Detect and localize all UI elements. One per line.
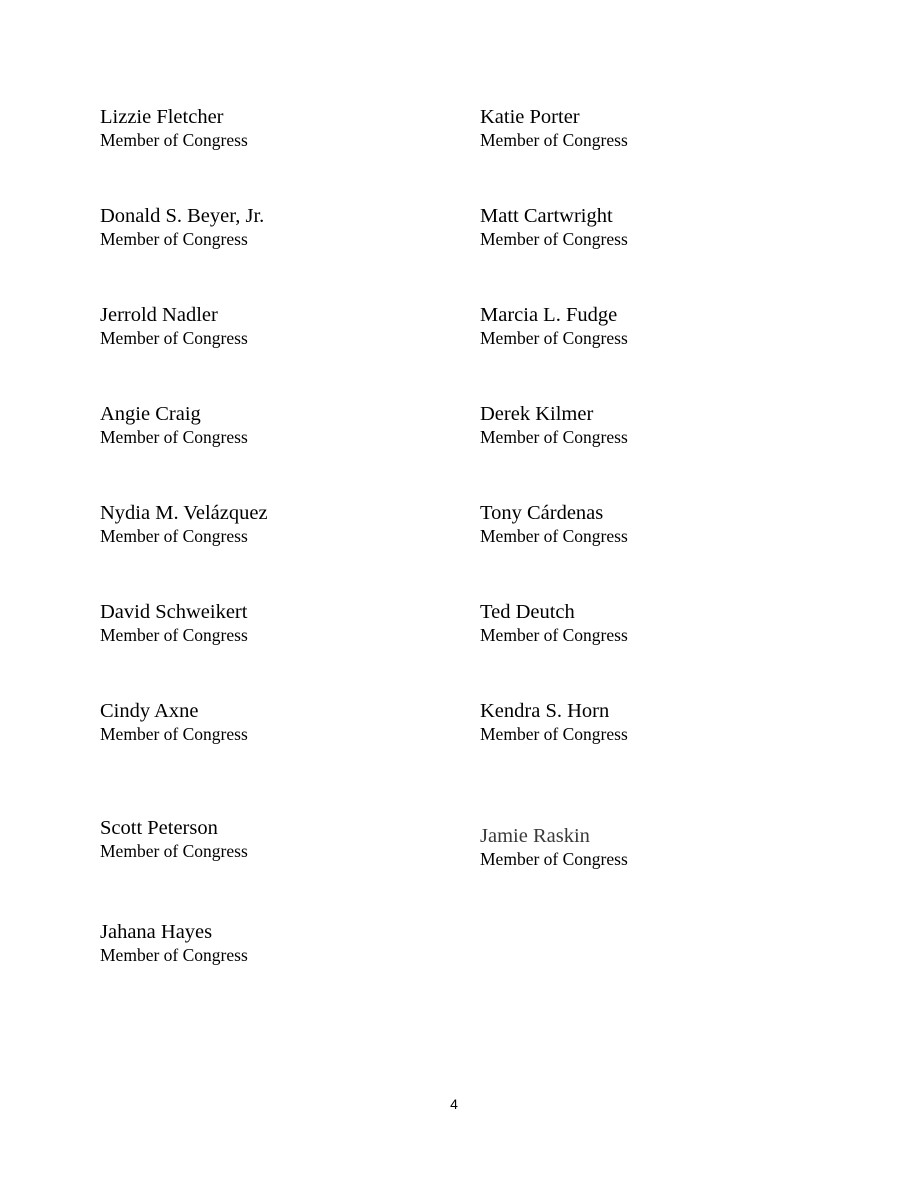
signer-name: David Schweikert bbox=[100, 601, 248, 623]
signer-name: Donald S. Beyer, Jr. bbox=[100, 205, 265, 227]
signer-name: Lizzie Fletcher bbox=[100, 106, 224, 128]
signature-nydia-velazquez bbox=[100, 501, 268, 547]
signer-title: Member of Congress bbox=[480, 427, 628, 447]
signer-title: Member of Congress bbox=[100, 625, 248, 645]
signer-name: Ted Deutch bbox=[480, 601, 575, 623]
signer-title: Member of Congress bbox=[100, 945, 248, 965]
signature-marcia-fudge bbox=[480, 303, 628, 349]
signer-name: Scott Peterson bbox=[100, 817, 218, 839]
signer-title: Member of Congress bbox=[480, 625, 628, 645]
signer-name: Kendra S. Horn bbox=[480, 700, 610, 722]
signer-title: Member of Congress bbox=[480, 526, 628, 546]
signer-name: Nydia M. Velázquez bbox=[100, 502, 268, 524]
signer-name: Matt Cartwright bbox=[480, 205, 613, 227]
signer-title: Member of Congress bbox=[480, 724, 628, 744]
signer-name: Derek Kilmer bbox=[480, 403, 594, 425]
signature-matt-cartwright bbox=[480, 204, 628, 250]
signature-lizzie-fletcher bbox=[100, 105, 248, 151]
signature-scott-peterson bbox=[100, 816, 248, 862]
signer-title: Member of Congress bbox=[480, 328, 628, 348]
signer-name: Cindy Axne bbox=[100, 700, 199, 722]
signature-david-schweikert bbox=[100, 600, 248, 646]
signature-jamie-raskin bbox=[480, 824, 628, 870]
signer-name: Jerrold Nadler bbox=[100, 304, 218, 326]
signer-title: Member of Congress bbox=[100, 328, 248, 348]
signature-ted-deutch bbox=[480, 600, 628, 646]
signature-tony-cardenas bbox=[480, 501, 628, 547]
signer-name: Angie Craig bbox=[100, 403, 201, 425]
signer-name: Tony Cárdenas bbox=[480, 502, 604, 524]
signature-jerrold-nadler bbox=[100, 303, 248, 349]
signer-title: Member of Congress bbox=[100, 130, 248, 150]
signer-title: Member of Congress bbox=[480, 229, 628, 249]
signer-name: Jamie Raskin bbox=[480, 825, 590, 847]
signer-title: Member of Congress bbox=[100, 229, 248, 249]
signer-name: Jahana Hayes bbox=[100, 921, 213, 943]
signature-derek-kilmer bbox=[480, 402, 628, 448]
signer-title: Member of Congress bbox=[480, 849, 628, 869]
signer-name: Katie Porter bbox=[480, 106, 580, 128]
signature-donald-beyer bbox=[100, 204, 264, 250]
signature-jahana-hayes bbox=[100, 920, 248, 966]
signer-title: Member of Congress bbox=[480, 130, 628, 150]
signature-angie-craig bbox=[100, 402, 248, 448]
signature-katie-porter bbox=[480, 105, 628, 151]
signature-kendra-horn bbox=[480, 699, 628, 745]
signer-title: Member of Congress bbox=[100, 427, 248, 447]
signer-title: Member of Congress bbox=[100, 724, 248, 744]
signer-title: Member of Congress bbox=[100, 841, 248, 861]
page-number: 4 bbox=[450, 1096, 458, 1112]
signer-name: Marcia L. Fudge bbox=[480, 304, 618, 326]
signature-cindy-axne bbox=[100, 699, 248, 745]
signer-title: Member of Congress bbox=[100, 526, 248, 546]
